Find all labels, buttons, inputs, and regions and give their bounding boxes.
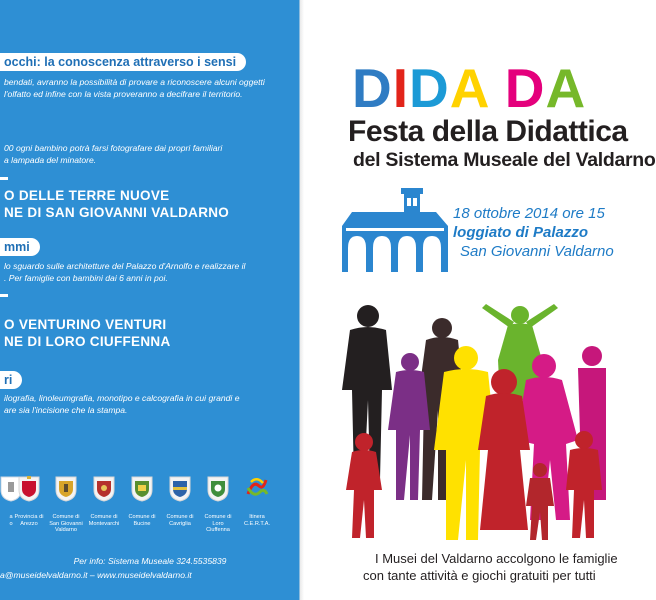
palazzo-building-icon — [340, 186, 450, 274]
closing-line-1: I Musei del Valdarno accolgono le famiglie — [375, 551, 618, 566]
fold-shadow — [296, 0, 304, 600]
event-venue: loggiato di Palazzo — [453, 224, 589, 241]
title-letter: D — [504, 57, 546, 119]
logo-cavriglia: Comune di Cavriglia — [161, 474, 199, 527]
section-heading-senses: occhi: la conoscenza attraverso i sensi — [0, 53, 246, 71]
sistema-subtitle: del Sistema Museale del Valdarno — [353, 149, 656, 171]
museum-heading-terre-nuove: O DELLE TERRE NUOVE NE DI SAN GIOVANNI VALDARNO — [4, 188, 230, 220]
left-panel — [0, 0, 300, 600]
crest-icon — [168, 474, 192, 502]
title-letter: I — [392, 57, 410, 119]
dida-day-title — [352, 57, 587, 119]
event-date: 18 ottobre 2014 ore 15 — [453, 205, 605, 222]
family-silhouettes-illustration — [330, 300, 600, 546]
logo-itinera-certa: Itinera C.E.R.T.A. — [238, 474, 276, 527]
section-text-architecture: lo sguardo sulle architetture del Palazzo d'Arnolfo e realizzare il . Per famiglie con bambini dai 6 anni in poi. — [4, 261, 246, 283]
logo-bucine: Comune di Bucine — [123, 474, 161, 527]
crest-icon — [206, 474, 230, 502]
info-contacts[interactable]: a@museidelvaldarno.it – www.museidelvaldarno.it — [0, 570, 192, 580]
title-letter — [488, 57, 504, 119]
closing-line-2: con tante attività e giochi gratuiti per tutti — [363, 568, 596, 583]
logo-san-giovanni: Comune di San Giovanni Valdarno — [47, 474, 85, 534]
section-text-printing: ilografia, linoleumgrafia, monotipo e calcografia in cui grandi e are sia l'incisione che la stampa. — [4, 393, 240, 415]
crest-icon — [92, 474, 116, 502]
section-heading-mmi: mmi — [0, 238, 40, 256]
logo-row — [0, 474, 300, 544]
logo-montevarchi: Comune di Montevarchi — [85, 474, 123, 527]
logo-provincia-arezzo: Provincia di Arezzo — [10, 474, 48, 527]
section-heading-ri: ri — [0, 371, 22, 389]
festa-subtitle: Festa della Didattica — [348, 115, 628, 148]
section-text-photo: 00 ogni bambino potrà farsi fotografare dai propri familiari a lampada del minatore. — [4, 143, 223, 165]
itinera-logo-icon — [245, 474, 269, 502]
museum-heading-venturi: O VENTURINO VENTURI NE DI LORO CIUFFENNA — [4, 317, 171, 349]
title-letter: A — [545, 57, 587, 119]
event-town: San Giovanni Valdarno — [460, 243, 614, 260]
section-text-senses: bendati, avranno la possibilità di provare a riconoscere alcuni oggetti l'olfatto ed infine con la vista proveranno a decifrare il territorio. — [4, 77, 265, 99]
title-letter: D — [409, 57, 450, 119]
section-end-mark — [0, 294, 8, 297]
crest-icon — [17, 474, 41, 502]
logo-loro-ciuffenna: Comune di Loro Ciuffenna — [199, 474, 237, 534]
logo-partial: a o — [0, 474, 30, 527]
crest-icon — [130, 474, 154, 502]
silhouette-child-red-small — [526, 463, 554, 540]
section-end-mark — [0, 177, 8, 180]
info-phone: Per info: Sistema Museale 324.5535839 — [73, 556, 227, 566]
title-letter: A — [449, 57, 489, 119]
crest-icon — [54, 474, 78, 502]
title-letter: D — [352, 57, 393, 119]
